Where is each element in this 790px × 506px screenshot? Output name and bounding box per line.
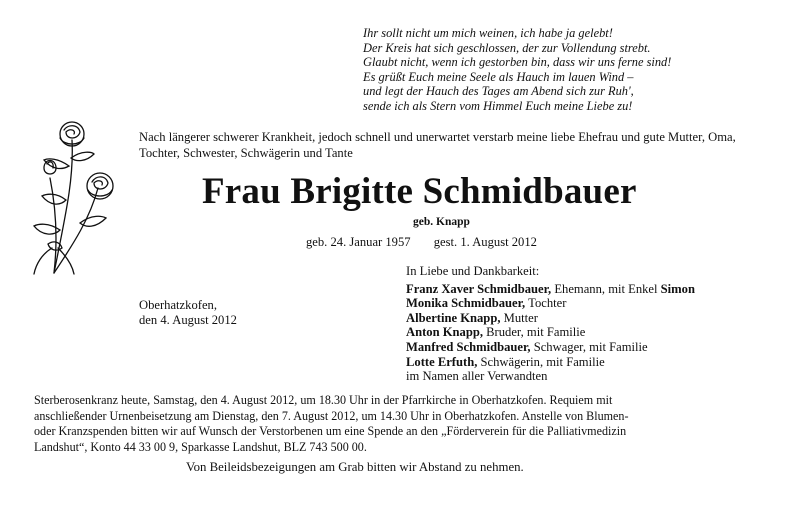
death-date: gest. 1. August 2012	[433, 235, 537, 249]
mourner-name: Monika Schmidbauer,	[406, 296, 526, 311]
mourner-row	[406, 340, 786, 355]
notice-line: Landshut“, Konto 44 33 00 9, Sparkasse Landshut, BLZ 743 500 00.	[34, 439, 367, 454]
mourner-row	[406, 355, 786, 370]
poem-line: Ihr sollt nicht um mich weinen, ich habe ja gelebt!	[363, 26, 613, 40]
rose-icon	[14, 118, 134, 278]
mourners-header: In Liebe und Dankbarkeit:	[406, 264, 540, 278]
life-dates	[306, 235, 537, 250]
mourner-relation: Schwägerin, mit Familie	[477, 354, 605, 369]
poem	[363, 26, 773, 114]
maiden-name: geb. Knapp	[413, 216, 470, 228]
mourner-row	[406, 311, 786, 326]
mourner-row	[406, 296, 786, 311]
mourner-name: Anton Knapp,	[406, 325, 483, 340]
mourner-relation: Schwager, mit Familie	[530, 339, 648, 354]
mourner-extra: Simon	[660, 281, 695, 296]
mourners-footer: im Namen aller Verwandten	[406, 369, 548, 384]
place: Oberhatzkofen,	[139, 298, 217, 312]
mourner-name: Albertine Knapp,	[406, 310, 501, 325]
closing-request: Von Beileidsbezeigungen am Grab bitten wir Abstand zu nehmen.	[186, 460, 524, 474]
mourner-relation: Bruder, mit Familie	[483, 325, 586, 340]
poem-line: Es grüßt Euch meine Seele als Hauch im lauen Wind –	[363, 69, 634, 84]
mourners-list	[406, 264, 786, 384]
notice-date: den 4. August 2012	[139, 313, 237, 328]
poem-line: sende ich als Stern vom Himmel Euch meine Liebe zu!	[363, 98, 633, 113]
poem-line: und legt der Hauch des Tages am Abend sich zur Ruh',	[363, 84, 634, 99]
notice-line: oder Kranzspenden bitten wir auf Wunsch der Verstorbenen um eine Spende an den „Förderverein für die Palliativmedizin	[34, 424, 627, 439]
mourner-relation: Mutter	[500, 310, 538, 325]
mourner-name: Lotte Erfuth,	[406, 354, 478, 369]
mourner-row	[406, 282, 786, 297]
mourner-relation: Tochter	[525, 296, 567, 311]
poem-line: Glaubt nicht, wenn ich gestorben bin, dass wir uns ferne sind!	[363, 55, 672, 70]
birth-date: geb. 24. Januar 1957	[306, 235, 411, 249]
service-notice	[34, 393, 760, 455]
notice-line: anschließender Urnenbeisetzung am Dienstag, den 7. August 2012, um 14.30 Uhr in Oberhatzkofen. Anstelle von Blumen-	[34, 408, 629, 423]
poem-line: Der Kreis hat sich geschlossen, der zur Vollendung strebt.	[363, 40, 651, 55]
mourner-name: Franz Xaver Schmidbauer,	[406, 281, 552, 296]
mourner-name: Manfred Schmidbauer,	[406, 339, 531, 354]
mourner-row	[406, 325, 786, 340]
deceased-name: Frau Brigitte Schmidbauer	[202, 171, 637, 212]
notice-line: Sterberosenkranz heute, Samstag, den 4. August 2012, um 18.30 Uhr in der Pfarrkirche in Oberhatzkofen. Requiem mit	[34, 393, 613, 407]
mourner-relation: Ehemann, mit Enkel	[551, 281, 661, 296]
intro-text: Nach längerer schwerer Krankheit, jedoch schnell und unerwartet verstarb meine liebe Ehefrau und gute Mutter, Oma, Tochter, Schwester, Schwägerin und Tante	[139, 130, 736, 160]
place-date	[139, 298, 237, 329]
